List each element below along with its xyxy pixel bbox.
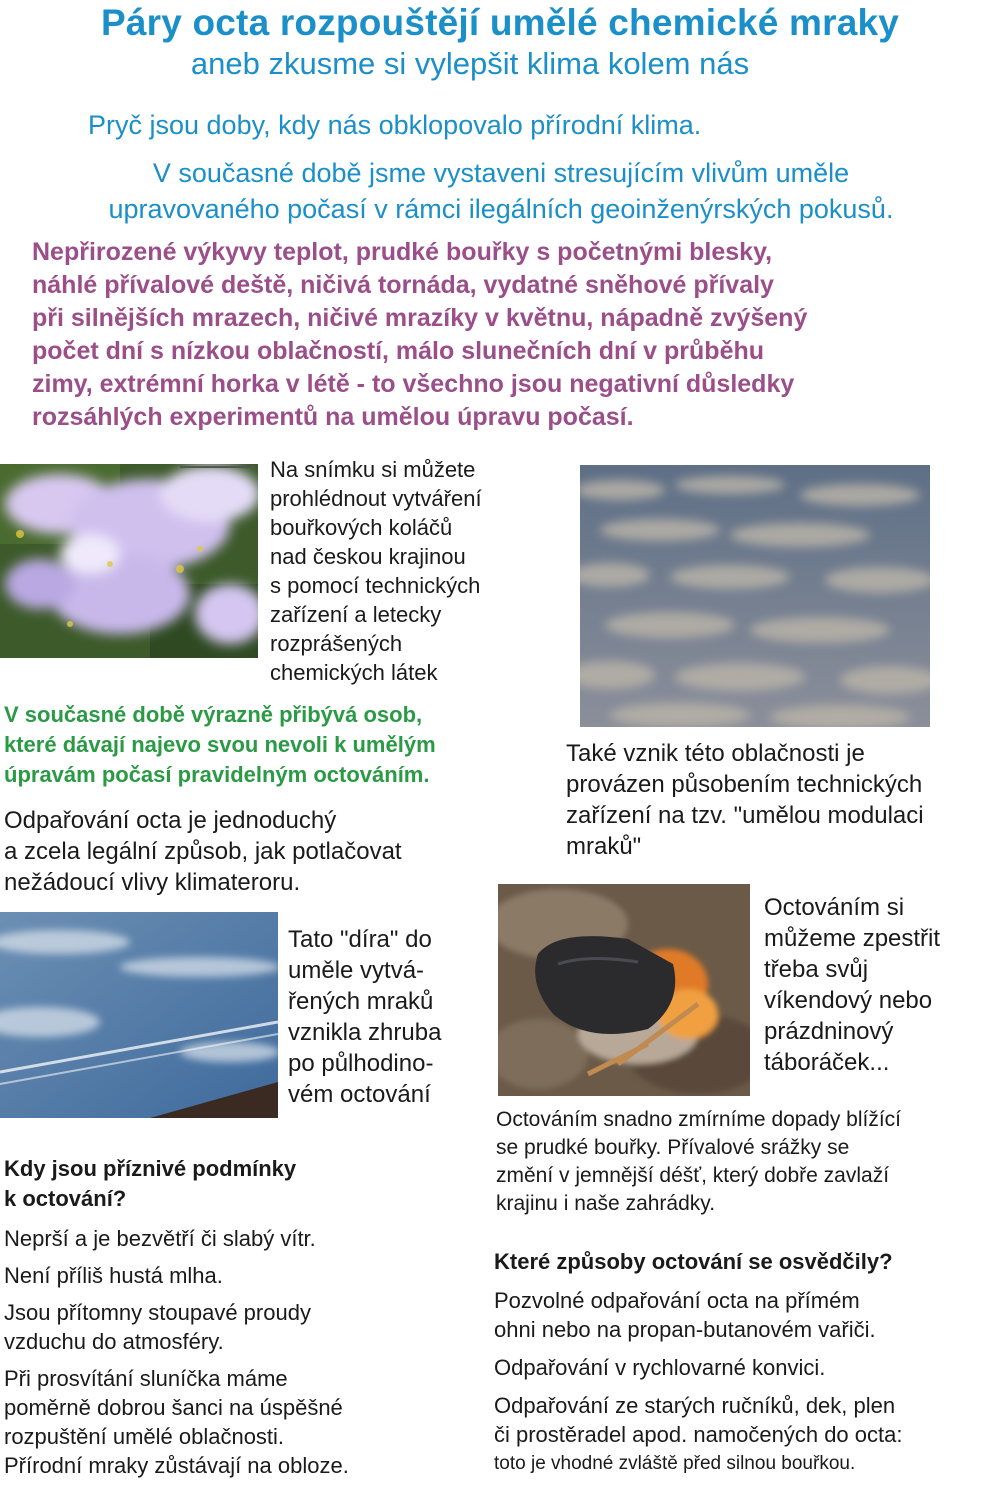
caption-line: Také vznik této oblačnosti je	[566, 740, 865, 767]
campfire-caption	[764, 892, 994, 1078]
condition-line: Přírodní mraky zůstávají na obloze.	[4, 1453, 349, 1478]
green-line: úpravám počasí pravidelným octováním.	[4, 762, 430, 787]
condition-item: Neprší a je bezvětří či slabý vítr.	[4, 1226, 316, 1251]
caption-line: po půlhodino-	[288, 1050, 434, 1077]
caption-line: vznikla zhruba	[288, 1019, 442, 1046]
legal-line: a zcela legální způsob, jak potlačovat	[4, 838, 402, 865]
methods-heading: Které způsoby octování se osvědčily?	[494, 1249, 893, 1274]
caption-line: třeba svůj	[764, 956, 869, 983]
green-line: V současné době výrazně přibývá osob,	[4, 702, 423, 727]
legal-paragraph	[4, 805, 544, 898]
condition-line: vzduchu do atmosféry.	[4, 1329, 224, 1354]
clouds-photo	[580, 465, 930, 727]
caption-line: táboráček...	[764, 1049, 890, 1076]
caption-line: chemických látek	[270, 660, 438, 685]
caption-line: Na snímku si můžete	[270, 457, 476, 482]
method-line: ohni nebo na propan-butanovém vařiči.	[494, 1317, 876, 1342]
purple-line: zimy, extrémní horka v létě - to všechno jsou negativní důsledky	[32, 370, 795, 398]
caption-line: prázdninový	[764, 1018, 894, 1045]
method-item	[494, 1391, 998, 1478]
condition-item: Není příliš hustá mlha.	[4, 1263, 223, 1288]
storm-paragraph	[496, 1106, 996, 1218]
method-item: Odpařování v rychlovarné konvici.	[494, 1355, 826, 1380]
condition-item	[4, 1364, 484, 1480]
method-note: toto je vhodné zvláště před silnou bouřkou.	[494, 1453, 856, 1474]
condition-line: Při prosvítání sluníčka máme	[4, 1366, 288, 1391]
clouds-caption	[566, 738, 996, 862]
legal-line: Odpařování octa je jednoduchý	[4, 807, 337, 834]
purple-line: při silnějších mrazech, ničivé mrazíky v květnu, nápadně zvýšený	[32, 304, 808, 332]
heading-line: k octování?	[4, 1186, 127, 1211]
heading-line: Kdy jsou příznivé podmínky	[4, 1156, 297, 1181]
storm-line: změní v jemnější déšť, který dobře zavlaží	[496, 1164, 890, 1187]
satellite-photo	[0, 464, 258, 658]
caption-line: vém octování	[288, 1081, 431, 1108]
condition-line: rozpuštění umělé oblačnosti.	[4, 1424, 285, 1449]
purple-line: rozsáhlých experimentů na umělou úpravu počasí.	[32, 403, 634, 431]
caption-line: mraků"	[566, 833, 642, 860]
caption-line: zařízení na tzv. "umělou modulaci	[566, 802, 924, 829]
intro-line-3: upravovaného počasí v rámci ilegálních geoinženýrských pokusů.	[108, 194, 894, 224]
caption-line: provázen působením technických	[566, 771, 923, 798]
storm-line: krajinu i naše zahrádky.	[496, 1192, 716, 1215]
caption-line: Octováním si	[764, 894, 905, 921]
caption-line: uměle vytvá-	[288, 957, 425, 984]
intro-line-2: V současné době jsme vystaveni stresujícím vlivům uměle	[152, 158, 850, 188]
conditions-heading	[4, 1154, 474, 1214]
caption-line: bouřkových koláčů	[270, 515, 453, 540]
legal-line: nežádoucí vlivy klimateroru.	[4, 869, 301, 896]
campfire-photo	[498, 884, 750, 1096]
caption-line: nad českou krajinou	[270, 544, 466, 569]
sky-hole-caption	[288, 924, 488, 1110]
caption-line: můžeme zpestřit	[764, 925, 941, 952]
caption-line: řených mraků	[288, 988, 434, 1015]
caption-line: rozprášených	[270, 631, 403, 656]
condition-line: poměrně dobrou šanci na úspěšné	[4, 1395, 343, 1420]
storm-line: Octováním snadno zmírníme dopady blížící	[496, 1108, 902, 1131]
caption-line: víkendový nebo	[764, 987, 933, 1014]
condition-line: Jsou přítomny stoupavé proudy	[4, 1300, 311, 1325]
purple-line: náhlé přívalové deště, ničivá tornáda, vydatné sněhové přívaly	[32, 271, 774, 299]
green-paragraph	[4, 700, 564, 790]
intro-line-1: Pryč jsou doby, kdy nás obklopovalo přírodní klima.	[88, 110, 702, 140]
intro-paragraph	[6, 155, 996, 227]
method-line: Odpařování ze starých ručníků, dek, plen	[494, 1393, 896, 1418]
purple-line: Nepřirozené výkyvy teplot, prudké bouřky s početnými blesky,	[32, 238, 773, 266]
page-title: Páry octa rozpouštějí umělé chemické mraky	[100, 2, 900, 43]
caption-line: s pomocí technických	[270, 573, 481, 598]
condition-item	[4, 1298, 484, 1356]
page-subtitle: aneb zkusme si vylepšit klima kolem nás	[190, 46, 750, 81]
satellite-caption	[270, 455, 550, 687]
caption-line: Tato "díra" do	[288, 926, 432, 953]
purple-line: počet dní s nízkou oblačností, málo slunečních dní v průběhu	[32, 337, 765, 365]
weather-effects-paragraph	[32, 236, 992, 434]
caption-line: zařízení a letecky	[270, 602, 442, 627]
sky-hole-photo	[0, 912, 278, 1118]
green-line: které dávají najevo svou nevoli k umělým	[4, 732, 436, 757]
storm-line: se prudké bouřky. Přívalové srážky se	[496, 1136, 850, 1159]
methods-list	[494, 1286, 998, 1478]
method-line: či prostěradel apod. namočených do octa:	[494, 1422, 903, 1447]
method-item	[494, 1286, 998, 1344]
method-line: Pozvolné odpařování octa na přímém	[494, 1288, 860, 1313]
conditions-list	[4, 1224, 484, 1480]
caption-line: prohlédnout vytváření	[270, 486, 482, 511]
